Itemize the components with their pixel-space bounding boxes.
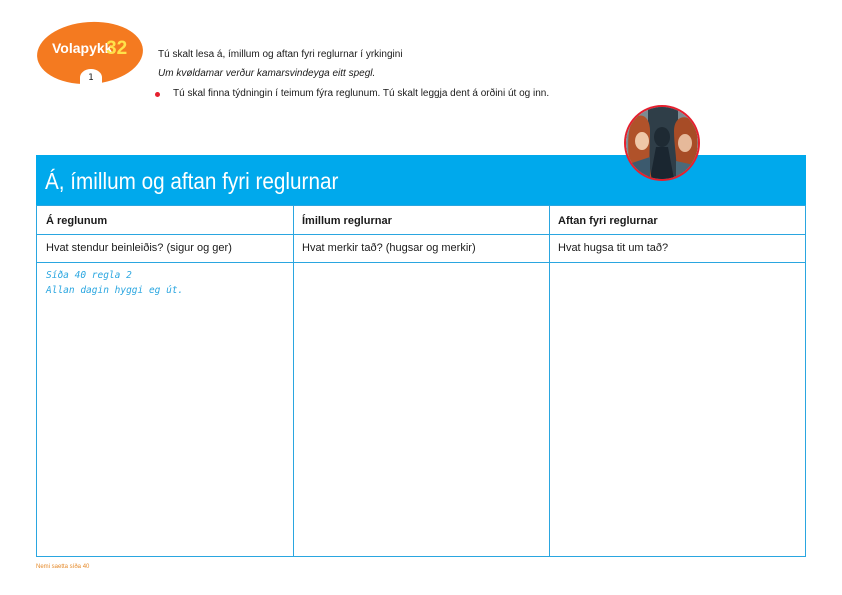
column-question-1: Hvat stendur beinleiðis? (sigur og ger)	[46, 242, 232, 254]
handwritten-note-line-2: Allan dagin hyggi eg út.	[46, 285, 184, 296]
column-header-a-reglunum: Á reglunum	[46, 215, 108, 227]
footer-note: Nemi saetta síða 40	[36, 564, 90, 570]
column-header-imillum: Ímillum reglurnar	[302, 215, 392, 227]
badge-number: 32	[106, 38, 128, 59]
portrait-illustration	[626, 107, 698, 179]
badge-title: Volapykk	[52, 40, 113, 56]
worksheet-table	[36, 205, 806, 557]
badge-sub-number-tab	[80, 69, 102, 86]
instruction-line-2: Um kvøldamar verður kamarsvindeyga eitt spegl.	[158, 68, 376, 79]
table-column-divider	[293, 206, 294, 556]
instruction-line-1: Tú skalt lesa á, ímillum og aftan fyri reglurnar í yrkingini	[158, 49, 403, 60]
table-row-divider	[37, 234, 805, 235]
instruction-bullet	[158, 88, 549, 99]
worksheet-title: Á, ímillum og aftan fyri reglurnar	[45, 168, 339, 194]
column-question-2: Hvat merkir tað? (hugsar og merkir)	[302, 242, 476, 254]
table-column-divider	[549, 206, 550, 556]
handwritten-note-line-1: Síða 40 regla 2	[46, 270, 132, 281]
table-row-divider	[37, 262, 805, 263]
column-header-aftan-fyri: Aftan fyri reglurnar	[558, 215, 658, 227]
portrait-illustration-art	[626, 107, 698, 179]
column-question-3: Hvat hugsa tit um tað?	[558, 242, 669, 254]
badge-sub-number: 1	[88, 73, 94, 83]
instruction-bullet-text: Tú skal finna týdningin í teimum fýra reglunum. Tú skalt leggja dent á orðini út og inn.	[173, 88, 550, 99]
